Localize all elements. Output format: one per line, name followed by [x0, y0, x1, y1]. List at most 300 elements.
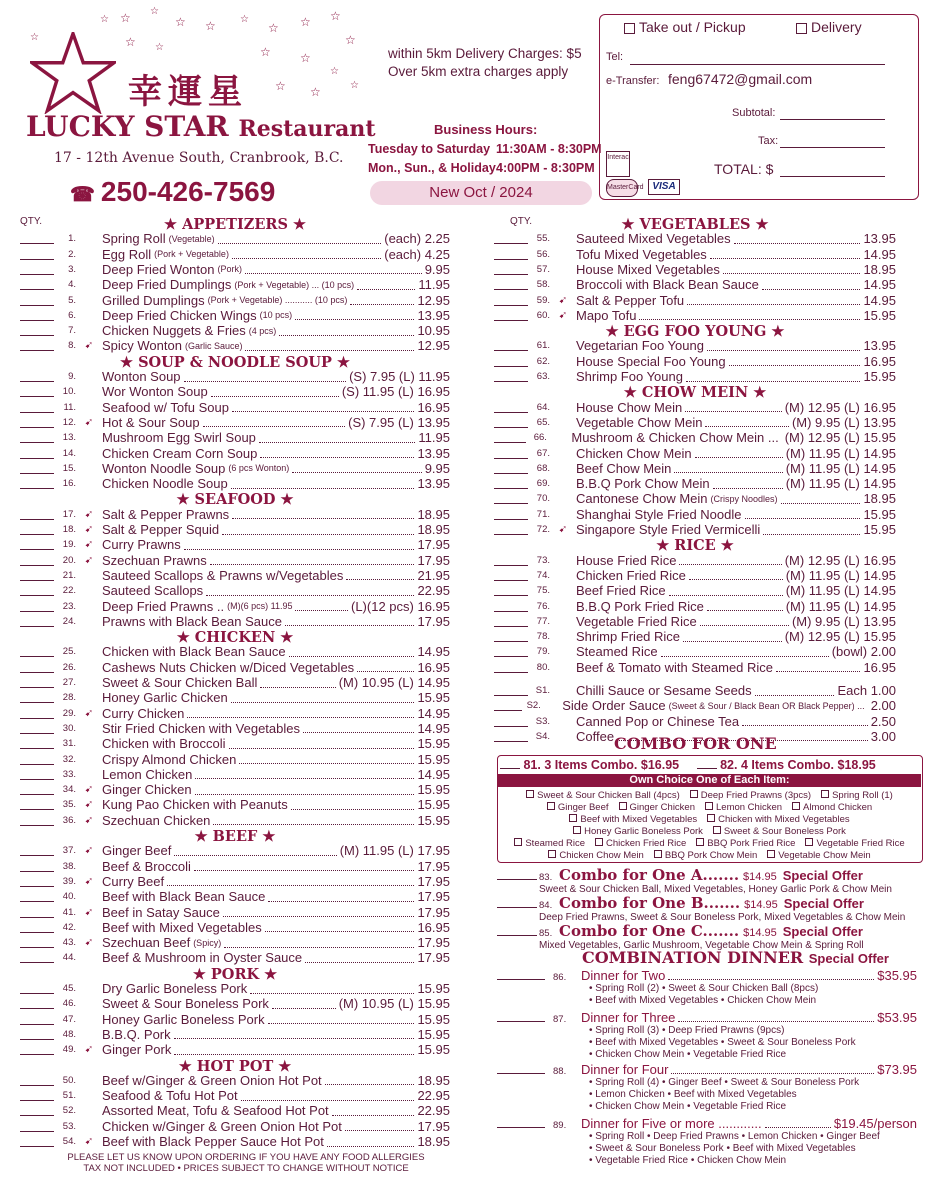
- tel-field[interactable]: [630, 64, 885, 65]
- qty-blank[interactable]: [20, 708, 54, 719]
- menu-item[interactable]: [20, 231, 450, 246]
- qty-blank[interactable]: [20, 876, 54, 887]
- qty-blank[interactable]: [494, 402, 528, 413]
- menu-item[interactable]: [494, 277, 896, 292]
- qty-blank[interactable]: [20, 402, 54, 413]
- qty-blank[interactable]: [494, 731, 528, 742]
- qty-blank[interactable]: [494, 585, 528, 596]
- menu-item[interactable]: [20, 675, 450, 690]
- own-choice-banner: Own Choice One of Each Item:: [498, 774, 921, 787]
- qty-blank[interactable]: [20, 692, 54, 703]
- combo-choice[interactable]: [548, 850, 643, 861]
- combo-choice[interactable]: [595, 838, 686, 849]
- menu-item[interactable]: [494, 491, 896, 506]
- qty-blank[interactable]: [494, 555, 528, 566]
- choice-checkbox[interactable]: [619, 802, 627, 810]
- qty-blank[interactable]: [20, 295, 54, 306]
- menu-item[interactable]: [20, 1027, 450, 1042]
- menu-item[interactable]: [494, 714, 896, 729]
- dinner-number: 86.: [553, 972, 567, 983]
- menu-item[interactable]: [20, 338, 450, 353]
- combo-choice[interactable]: [514, 838, 585, 849]
- menu-item[interactable]: [20, 935, 450, 950]
- qty-blank[interactable]: [497, 1011, 545, 1022]
- combo-choice[interactable]: [821, 790, 893, 801]
- combo-choice[interactable]: [705, 802, 782, 813]
- qty-blank[interactable]: [20, 784, 54, 795]
- qty-blank[interactable]: [494, 716, 528, 727]
- menu-item[interactable]: [494, 400, 896, 415]
- menu-item[interactable]: [20, 1119, 450, 1134]
- menu-item[interactable]: [494, 446, 896, 461]
- menu-item[interactable]: [20, 874, 450, 889]
- dinner-detail: • Chicken Chow Mein • Vegetable Fried Rice: [589, 1049, 787, 1060]
- qty-blank[interactable]: [20, 417, 54, 428]
- combo-choice[interactable]: [690, 790, 811, 801]
- item-number: 64.: [536, 401, 550, 413]
- menu-item[interactable]: [20, 920, 450, 935]
- menu-item[interactable]: [494, 262, 896, 277]
- qty-blank[interactable]: [20, 539, 54, 550]
- menu-item[interactable]: [494, 507, 896, 522]
- qty-blank[interactable]: [20, 448, 54, 459]
- combination-dinner[interactable]: [497, 1116, 917, 1167]
- menu-item[interactable]: [494, 614, 896, 629]
- item-name: Beef Fried Rice: [576, 583, 666, 599]
- menu-item[interactable]: [20, 384, 450, 399]
- qty-blank[interactable]: [20, 983, 54, 994]
- qty-blank[interactable]: [497, 969, 545, 980]
- leader-dots: [707, 601, 783, 611]
- qty-blank[interactable]: [494, 310, 528, 321]
- menu-item[interactable]: [494, 338, 896, 353]
- combo-choice[interactable]: [696, 838, 795, 849]
- qty-blank[interactable]: [20, 922, 54, 933]
- menu-item[interactable]: [20, 507, 450, 522]
- qty-blank[interactable]: [494, 524, 528, 535]
- qty-blank[interactable]: [20, 1029, 54, 1040]
- item-number: 41.: [62, 906, 76, 918]
- menu-item[interactable]: [494, 369, 896, 384]
- qty-blank[interactable]: [20, 340, 54, 351]
- combination-dinner[interactable]: [497, 968, 917, 1007]
- qty-blank[interactable]: [20, 937, 54, 948]
- delivery-charges: [388, 45, 582, 81]
- combo-choice[interactable]: [573, 826, 703, 837]
- choice-checkbox[interactable]: [654, 850, 662, 858]
- combo-choice[interactable]: [767, 850, 870, 861]
- item-number: 45.: [62, 983, 76, 994]
- menu-item[interactable]: [20, 981, 450, 996]
- qty-blank[interactable]: [494, 478, 528, 489]
- qty-header: QTY.: [20, 216, 43, 227]
- choice-checkbox[interactable]: [547, 802, 555, 810]
- menu-item[interactable]: [20, 553, 450, 568]
- tax-field[interactable]: [780, 147, 885, 148]
- menu-item[interactable]: [20, 369, 450, 384]
- qty-blank[interactable]: [20, 998, 54, 1009]
- item-price: 12.95: [417, 292, 450, 308]
- combination-dinner[interactable]: [497, 1010, 917, 1061]
- menu-item[interactable]: [20, 323, 450, 338]
- menu-item[interactable]: [494, 568, 896, 583]
- item-price: 15.95: [417, 782, 450, 798]
- delivery-checkbox[interactable]: [796, 23, 807, 34]
- special-description: Deep Fried Prawns, Sweet & Sour Boneless Pork, Mixed Vegetables & Chow Mein: [539, 912, 906, 923]
- qty-blank[interactable]: [20, 585, 54, 596]
- qty-blank[interactable]: [20, 432, 54, 443]
- qty-blank[interactable]: [500, 760, 520, 769]
- qty-blank[interactable]: [20, 279, 54, 290]
- qty-blank[interactable]: [494, 264, 528, 275]
- menu-item[interactable]: [20, 690, 450, 705]
- leader-dots: [357, 280, 415, 290]
- qty-blank[interactable]: [494, 233, 528, 244]
- menu-item[interactable]: [20, 308, 450, 323]
- leader-dots: [194, 861, 415, 871]
- takeout-option[interactable]: [624, 19, 746, 35]
- hours-row: [368, 159, 602, 178]
- qty-blank[interactable]: [494, 417, 528, 428]
- qty-blank[interactable]: [20, 509, 54, 520]
- menu-item[interactable]: [20, 660, 450, 675]
- menu-item[interactable]: [20, 950, 450, 965]
- qty-blank[interactable]: [494, 685, 528, 696]
- combo-choice[interactable]: [526, 790, 680, 801]
- menu-item[interactable]: [20, 599, 450, 614]
- qty-blank[interactable]: [494, 509, 528, 520]
- item-name: Beef & Mushroom in Oyster Sauce: [102, 950, 303, 966]
- combo-choice[interactable]: [547, 802, 609, 813]
- dinner-detail: • Vegetable Fried Rice • Chicken Chow Mein: [589, 1155, 787, 1166]
- qty-blank[interactable]: [20, 754, 54, 765]
- menu-item[interactable]: [20, 583, 450, 598]
- qty-blank[interactable]: [20, 570, 54, 581]
- qty-blank[interactable]: [20, 662, 54, 673]
- menu-item[interactable]: [494, 354, 896, 369]
- combo-choice[interactable]: [654, 850, 757, 861]
- subtotal-field[interactable]: [780, 119, 885, 120]
- choice-checkbox[interactable]: [805, 838, 813, 846]
- menu-item[interactable]: [20, 247, 450, 262]
- item-name: Spring Roll: [102, 231, 166, 247]
- menu-item[interactable]: [20, 1088, 450, 1103]
- leader-dots: [295, 601, 348, 611]
- qty-blank[interactable]: [20, 1090, 54, 1101]
- qty-blank[interactable]: [20, 769, 54, 780]
- leader-dots: [723, 264, 861, 274]
- item-name: Spicy Wonton: [102, 338, 182, 354]
- item-name: Beef with Black Pepper Sauce Hot Pot: [102, 1134, 324, 1149]
- menu-item[interactable]: [20, 415, 450, 430]
- menu-item[interactable]: [20, 859, 450, 874]
- menu-item[interactable]: [494, 231, 896, 246]
- qty-blank[interactable]: [20, 1136, 54, 1147]
- item-name: B.B.Q Pork Chow Mein: [576, 476, 710, 492]
- chili-pepper-icon: ➹: [84, 845, 94, 857]
- menu-item[interactable]: [20, 262, 450, 277]
- menu-item[interactable]: [494, 415, 896, 430]
- menu-item[interactable]: [20, 721, 450, 736]
- qty-blank[interactable]: [497, 1117, 545, 1128]
- dinner-price: $53.95: [877, 1010, 917, 1025]
- combo-choice[interactable]: [805, 838, 904, 849]
- item-name: Vegetable Fried Rice: [576, 613, 697, 629]
- qty-blank[interactable]: [494, 249, 528, 260]
- item-price: 15.95: [863, 506, 896, 522]
- menu-item[interactable]: [494, 660, 896, 675]
- choice-checkbox[interactable]: [707, 814, 715, 822]
- menu-item[interactable]: [20, 996, 450, 1011]
- menu-item[interactable]: [494, 476, 896, 491]
- qty-blank[interactable]: [20, 815, 54, 826]
- choice-label: Honey Garlic Boneless Pork: [584, 826, 703, 837]
- menu-item[interactable]: [20, 813, 450, 828]
- qty-blank[interactable]: [20, 325, 54, 336]
- qty-blank[interactable]: [20, 371, 54, 382]
- menu-item[interactable]: [494, 698, 896, 713]
- menu-item[interactable]: [20, 644, 450, 659]
- item-name: Honey Garlic Boneless Pork: [102, 1011, 265, 1027]
- choice-checkbox[interactable]: [595, 838, 603, 846]
- item-number: 47.: [62, 1013, 76, 1025]
- item-number: 58.: [536, 279, 550, 291]
- qty-blank[interactable]: [497, 869, 537, 880]
- menu-item[interactable]: [20, 706, 450, 721]
- total-field[interactable]: [780, 176, 885, 177]
- qty-blank[interactable]: [20, 952, 54, 963]
- menu-item[interactable]: [494, 308, 896, 323]
- combo-special[interactable]: [497, 866, 917, 895]
- menu-item[interactable]: [20, 461, 450, 476]
- qty-blank[interactable]: [20, 478, 54, 489]
- qty-blank[interactable]: [20, 264, 54, 275]
- item-price: 16.95: [863, 353, 896, 369]
- item-number: 6.: [68, 309, 76, 321]
- leader-dots: [211, 387, 339, 397]
- menu-item[interactable]: [20, 537, 450, 552]
- qty-blank[interactable]: [20, 1105, 54, 1116]
- combo-choice[interactable]: [792, 802, 872, 813]
- qty-blank[interactable]: [20, 677, 54, 688]
- item-name: Chilli Sauce or Sesame Seeds: [576, 683, 752, 698]
- item-price: 22.95: [417, 1088, 450, 1104]
- chili-pepper-icon: ➹: [84, 340, 94, 352]
- menu-item[interactable]: [494, 247, 896, 262]
- qty-blank[interactable]: [20, 555, 54, 566]
- qty-blank[interactable]: [20, 386, 54, 397]
- qty-blank[interactable]: [20, 799, 54, 810]
- qty-blank[interactable]: [494, 616, 528, 627]
- delivery-option[interactable]: [796, 19, 862, 35]
- menu-item[interactable]: [20, 1012, 450, 1027]
- menu-item[interactable]: [494, 293, 896, 308]
- item-number: 9.: [68, 371, 76, 382]
- choice-checkbox[interactable]: [514, 838, 522, 846]
- combo-choice[interactable]: [713, 826, 846, 837]
- combo-special[interactable]: [497, 894, 917, 923]
- qty-blank[interactable]: [497, 897, 537, 908]
- menu-item[interactable]: [20, 400, 450, 415]
- menu-item[interactable]: [20, 736, 450, 751]
- combo-special[interactable]: [497, 922, 917, 951]
- menu-item[interactable]: [20, 1042, 450, 1057]
- takeout-checkbox[interactable]: [624, 23, 635, 34]
- qty-blank[interactable]: [494, 295, 528, 306]
- qty-blank[interactable]: [20, 845, 54, 856]
- combo-choice[interactable]: [569, 814, 697, 825]
- choice-checkbox[interactable]: [767, 850, 775, 858]
- menu-item[interactable]: [20, 446, 450, 461]
- menu-item[interactable]: [20, 277, 450, 292]
- menu-item[interactable]: [494, 644, 896, 659]
- qty-blank[interactable]: [20, 1121, 54, 1132]
- leader-dots: [203, 417, 346, 427]
- menu-item[interactable]: [494, 461, 896, 476]
- choice-checkbox[interactable]: [573, 826, 581, 834]
- item-name: Wor Wonton Soup: [102, 384, 208, 400]
- leader-dots: [222, 525, 414, 535]
- item-name: Sauteed Scallops: [102, 583, 204, 599]
- item-number: 10.: [62, 386, 76, 398]
- qty-blank[interactable]: [20, 310, 54, 321]
- choice-checkbox[interactable]: [569, 814, 577, 822]
- chili-pepper-icon: ➹: [84, 524, 94, 535]
- leader-dots: [686, 372, 860, 382]
- menu-item[interactable]: [20, 889, 450, 904]
- menu-item[interactable]: [494, 553, 896, 568]
- qty-blank[interactable]: [494, 646, 528, 657]
- leader-dots: [260, 448, 414, 458]
- qty-blank[interactable]: [494, 631, 528, 642]
- menu-item[interactable]: [20, 614, 450, 629]
- combo-choice[interactable]: [707, 814, 850, 825]
- choice-checkbox[interactable]: [548, 850, 556, 858]
- qty-blank[interactable]: [494, 432, 526, 443]
- dinner-title: Dinner for Five or more ............: [581, 1116, 762, 1131]
- qty-blank[interactable]: [20, 524, 54, 535]
- choice-checkbox[interactable]: [705, 802, 713, 810]
- combination-dinner[interactable]: [497, 1062, 917, 1113]
- qty-blank[interactable]: [494, 601, 528, 612]
- dinner-number: 89.: [553, 1120, 567, 1131]
- combo-choice[interactable]: [619, 802, 695, 813]
- choice-checkbox[interactable]: [690, 790, 698, 798]
- menu-item[interactable]: [20, 476, 450, 491]
- qty-blank[interactable]: [494, 371, 528, 382]
- qty-blank[interactable]: [20, 646, 54, 657]
- qty-blank[interactable]: [494, 279, 528, 290]
- item-number: 32.: [62, 753, 76, 765]
- menu-item[interactable]: [20, 797, 450, 812]
- choice-checkbox[interactable]: [713, 826, 721, 834]
- item-price: 9.95: [424, 261, 450, 277]
- qty-blank[interactable]: [494, 493, 528, 504]
- qty-blank[interactable]: [20, 891, 54, 902]
- special-line: [497, 894, 917, 912]
- qty-blank[interactable]: [494, 662, 528, 673]
- item-price: 13.95: [863, 338, 896, 354]
- item-number: 53.: [62, 1120, 76, 1132]
- item-number: S1.: [535, 685, 550, 696]
- item-number: 36.: [62, 814, 76, 826]
- choice-checkbox[interactable]: [526, 790, 534, 798]
- qty-blank[interactable]: [20, 233, 54, 244]
- qty-blank[interactable]: [20, 723, 54, 734]
- item-price: 17.95: [417, 950, 450, 966]
- qty-blank[interactable]: [497, 925, 537, 936]
- choice-checkbox[interactable]: [696, 838, 704, 846]
- qty-blank[interactable]: [494, 570, 528, 581]
- menu-item[interactable]: [20, 767, 450, 782]
- leader-dots: [687, 295, 860, 305]
- item-name: Chicken Chow Mein: [576, 445, 692, 461]
- qty-blank[interactable]: [497, 1063, 545, 1074]
- leader-dots: [679, 555, 781, 565]
- qty-blank[interactable]: [20, 1075, 54, 1086]
- qty-blank[interactable]: [20, 463, 54, 474]
- menu-item[interactable]: [20, 1073, 450, 1088]
- menu-item[interactable]: [494, 583, 896, 598]
- item-price: 18.95: [863, 261, 896, 277]
- choice-checkbox[interactable]: [821, 790, 829, 798]
- qty-blank[interactable]: [494, 700, 522, 711]
- tax-notice: TAX NOT INCLUDED • PRICES SUBJECT TO CHANGE WITHOUT NOTICE: [83, 1163, 409, 1174]
- item-number: 17.: [62, 508, 76, 520]
- item-price: (S) 7.95 (L) 13.95: [348, 414, 450, 430]
- qty-blank[interactable]: [20, 861, 54, 872]
- qty-blank[interactable]: [494, 356, 528, 367]
- menu-item[interactable]: [20, 1103, 450, 1118]
- leader-dots: [295, 310, 414, 320]
- qty-blank[interactable]: [20, 1044, 54, 1055]
- menu-item[interactable]: [20, 1134, 450, 1149]
- menu-item[interactable]: [494, 629, 896, 644]
- qty-blank[interactable]: [697, 760, 717, 769]
- qty-blank[interactable]: [494, 448, 528, 459]
- item-name: Cashews Nuts Chicken w/Diced Vegetables: [102, 659, 355, 675]
- qty-blank[interactable]: [20, 738, 54, 749]
- menu-item[interactable]: [20, 430, 450, 445]
- special-line: [497, 866, 917, 884]
- menu-item[interactable]: [20, 568, 450, 583]
- choice-checkbox[interactable]: [792, 802, 800, 810]
- qty-blank[interactable]: [20, 907, 54, 918]
- qty-blank[interactable]: [20, 601, 54, 612]
- menu-item[interactable]: [20, 752, 450, 767]
- item-name: Sweet & Sour Chicken Ball: [102, 675, 258, 690]
- menu-item[interactable]: [494, 599, 896, 614]
- menu-item[interactable]: [20, 782, 450, 797]
- menu-item[interactable]: [20, 522, 450, 537]
- qty-blank[interactable]: [494, 340, 528, 351]
- qty-blank[interactable]: [494, 463, 528, 474]
- item-price: 2.50: [870, 713, 896, 729]
- item-number: 48.: [62, 1028, 76, 1040]
- menu-item[interactable]: [20, 843, 450, 858]
- choice-label: Ginger Chicken: [629, 802, 695, 813]
- qty-blank[interactable]: [20, 249, 54, 260]
- menu-item[interactable]: [20, 905, 450, 920]
- menu-item[interactable]: [494, 683, 896, 698]
- qty-blank[interactable]: [20, 616, 54, 627]
- qty-blank[interactable]: [20, 1014, 54, 1025]
- item-price: 12.95: [417, 338, 450, 354]
- menu-item[interactable]: [494, 430, 896, 445]
- menu-item[interactable]: [20, 293, 450, 308]
- item-price: (M) 10.95 (L) 14.95: [338, 675, 450, 690]
- menu-item[interactable]: [494, 522, 896, 537]
